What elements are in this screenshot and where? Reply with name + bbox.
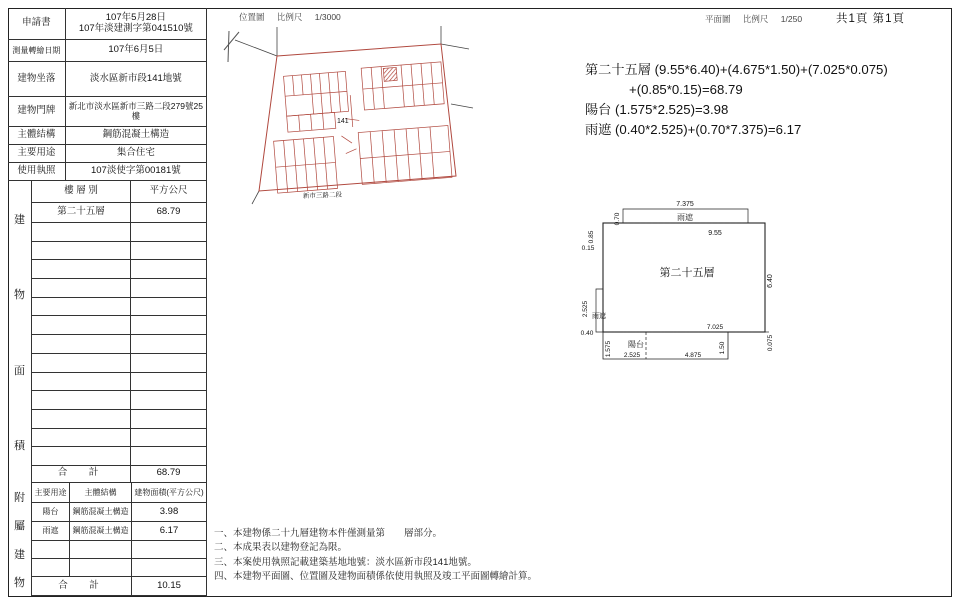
floor-plan-title: 平面圖: [705, 14, 731, 24]
parcel-boundary: [259, 44, 456, 191]
section-label-char: 物: [14, 289, 25, 302]
scale-label: 比例尺: [276, 12, 303, 22]
location-map: [215, 22, 475, 207]
section-label-char: 物: [14, 576, 25, 589]
table-row: [8, 127, 206, 145]
subject-building-marker: [383, 67, 397, 81]
empty-cell: [32, 279, 131, 297]
empty-cell: [32, 335, 131, 353]
top-eave-label: 雨遮: [677, 213, 693, 222]
area-calculation: [585, 60, 888, 140]
left-eave-label: 雨遮: [592, 313, 606, 320]
main-structure: 鋼筋混凝土構造: [102, 129, 170, 141]
application-date: 107年5月28日: [105, 11, 166, 23]
section-label-char: 積: [14, 440, 25, 453]
survey-date: 107年6月5日: [108, 44, 164, 56]
notes-block: [214, 527, 537, 585]
total-row: [32, 466, 206, 483]
empty-cell: [70, 541, 132, 558]
use-permit-number: 107淡使字第00181號: [90, 165, 181, 177]
note-line: 三、本案使用執照記載建築基地地號：淡水區新市段141地號。: [214, 556, 477, 568]
dim-balcony-width-right: 4.875: [684, 352, 702, 359]
section-label-char: 屬: [14, 520, 25, 533]
building-area-table: [32, 181, 206, 483]
application-number: 107年淡建測字第041510號: [78, 22, 193, 34]
row-label: 建物坐落: [8, 62, 66, 96]
section-label-char: 附: [14, 492, 25, 505]
empty-cell: [32, 447, 131, 465]
annex-use: 雨遮: [32, 522, 70, 540]
location-map-title: 位置圖: [239, 12, 265, 22]
empty-row: [32, 559, 206, 577]
empty-cell: [132, 559, 206, 576]
empty-cell: [32, 223, 131, 241]
empty-cell: [32, 354, 131, 372]
total-label: 合 計: [32, 466, 131, 482]
dim-balcony-width-left: 2.525: [623, 352, 641, 359]
location-map-scale: 1/3000: [314, 12, 341, 22]
annex-total-area: 10.15: [157, 579, 181, 591]
section-label-char: 建: [14, 213, 25, 226]
annex-area: 6.17: [159, 524, 179, 536]
row-label: 建物門牌: [8, 97, 66, 126]
lot-number: 141: [337, 118, 349, 125]
empty-cell: [32, 298, 131, 316]
survey-info-table: [8, 8, 207, 597]
calc-line-main-2: +(0.85*0.15)=68.79: [629, 82, 743, 97]
table-row: [8, 8, 206, 40]
empty-cell: [32, 559, 70, 576]
street-label: 新市三路二段: [302, 191, 343, 200]
empty-row: [32, 429, 206, 448]
empty-cell: [32, 316, 131, 334]
scale-label: 比例尺: [742, 14, 769, 24]
empty-cell: [131, 260, 206, 278]
empty-cell: [131, 298, 206, 316]
floor-plan-caption: [705, 13, 802, 25]
empty-cell: [131, 429, 206, 447]
calc-line-eave: 雨遮 (0.40*2.525)+(0.70*7.375)=6.17: [585, 122, 802, 137]
building-address: 新北市淡水區新市三路二段279號25樓: [68, 100, 203, 121]
empty-cell: [131, 316, 206, 334]
table-row: [8, 145, 206, 163]
calc-line-main: 第二十五層 (9.55*6.40)+(4.675*1.50)+(7.025*0.075): [585, 62, 888, 77]
empty-cell: [131, 335, 206, 353]
dim-main-height: 6.40: [767, 274, 774, 288]
floor-area: 68.79: [156, 206, 181, 218]
row-value: [66, 8, 206, 39]
annex-structure: 鋼筋混凝土構造: [70, 503, 132, 521]
north-arrow-icon: [224, 31, 239, 62]
calc-line-balcony: 陽台 (1.575*2.525)=3.98: [585, 102, 729, 117]
empty-row: [32, 391, 206, 410]
empty-cell: [32, 429, 131, 447]
row-label: 主體結構: [8, 127, 66, 144]
room-label: 第二十五層: [659, 267, 715, 279]
empty-cell: [32, 260, 131, 278]
page-count: 共1頁 第1頁: [836, 13, 905, 25]
empty-cell: [132, 541, 206, 558]
dim-bottom-width: 7.025: [706, 324, 724, 331]
row-label: 申請書: [8, 8, 66, 39]
annex-use: 陽台: [32, 503, 70, 521]
note-line: 四、本建物平面圖、位置圖及建物面積係依使用執照及竣工平面圖轉繪計算。: [214, 571, 538, 583]
balcony-label: 陽台: [628, 340, 644, 349]
floor-plan-drawing: [575, 195, 790, 370]
empty-cell: [32, 391, 131, 409]
annex-total-label: 合 計: [32, 577, 132, 595]
table-header-row: [32, 483, 206, 503]
empty-row: [32, 316, 206, 335]
empty-cell: [131, 354, 206, 372]
note-line: 一、本建物係二十九層建物本件僅測量第 層部分。: [214, 528, 443, 539]
dim-balcony-depth: 1.575: [605, 340, 612, 358]
dim-left-eave-width: 0.40: [580, 330, 594, 337]
empty-row: [32, 260, 206, 279]
table-row: [32, 203, 206, 223]
col-header-annex-area: 建物面積(平方公尺): [134, 487, 204, 497]
building-area-section-label: [8, 181, 32, 483]
table-row: [8, 97, 206, 127]
dim-top-eave-depth: 0.70: [614, 212, 621, 226]
table-row: [32, 522, 206, 541]
annex-table: [32, 483, 206, 596]
table-row: [32, 503, 206, 522]
empty-cell: [131, 279, 206, 297]
table-row: [8, 62, 206, 97]
building-outlines: [268, 62, 452, 193]
dim-top-eave-width: 7.375: [676, 201, 694, 208]
empty-cell: [131, 242, 206, 260]
empty-row: [32, 354, 206, 373]
dim-right-step: 0.075: [767, 334, 774, 352]
note-line: 二、本成果表以建物登記為限。: [214, 542, 348, 554]
empty-row: [32, 541, 206, 559]
row-label: 使用執照: [8, 163, 66, 180]
empty-cell: [131, 447, 206, 465]
col-header-structure: 主體結構: [70, 483, 132, 502]
floor-plan-scale: 1/250: [780, 14, 803, 24]
empty-cell: [32, 410, 131, 428]
main-use: 集合住宅: [116, 147, 155, 159]
table-header-row: [32, 181, 206, 203]
empty-row: [32, 447, 206, 466]
dim-notch-height: 0.85: [588, 230, 595, 244]
empty-cell: [131, 391, 206, 409]
row-label: 主要用途: [8, 145, 66, 162]
empty-cell: [70, 559, 132, 576]
annex-section-label: [8, 483, 32, 596]
empty-row: [32, 279, 206, 298]
left-eave-outline: [596, 289, 603, 332]
table-row: [8, 163, 206, 181]
empty-cell: [131, 373, 206, 391]
empty-row: [32, 373, 206, 392]
empty-row: [32, 223, 206, 242]
annex-area: 3.98: [159, 505, 179, 517]
col-header-floor: 樓 層 別: [32, 181, 131, 202]
empty-row: [32, 335, 206, 354]
balcony-outline: [603, 332, 728, 359]
row-label: 測量轉繪日期: [8, 40, 66, 61]
empty-row: [32, 242, 206, 261]
empty-cell: [32, 242, 131, 260]
floor-name: 第二十五層: [32, 203, 131, 222]
section-label-char: 面: [14, 364, 25, 377]
empty-cell: [32, 373, 131, 391]
empty-cell: [32, 541, 70, 558]
annex-structure: 鋼筋混凝土構造: [70, 522, 132, 540]
empty-row: [32, 298, 206, 317]
section-label-char: 建: [14, 548, 25, 561]
dim-notch-width: 0.15: [581, 245, 595, 252]
empty-cell: [131, 410, 206, 428]
building-lot: 淡水區新市段141地號: [89, 72, 182, 84]
dim-main-width: 9.55: [708, 230, 722, 237]
table-row: [8, 40, 206, 62]
total-area: 68.79: [156, 467, 181, 479]
col-header-use: 主要用途: [32, 483, 70, 502]
dim-left-eave-height: 2.525: [582, 300, 589, 318]
empty-row: [32, 410, 206, 429]
total-row: [32, 577, 206, 596]
col-header-area: 平方公尺: [149, 185, 188, 197]
dim-balcony-right-side: 1.50: [719, 341, 726, 355]
empty-cell: [131, 223, 206, 241]
